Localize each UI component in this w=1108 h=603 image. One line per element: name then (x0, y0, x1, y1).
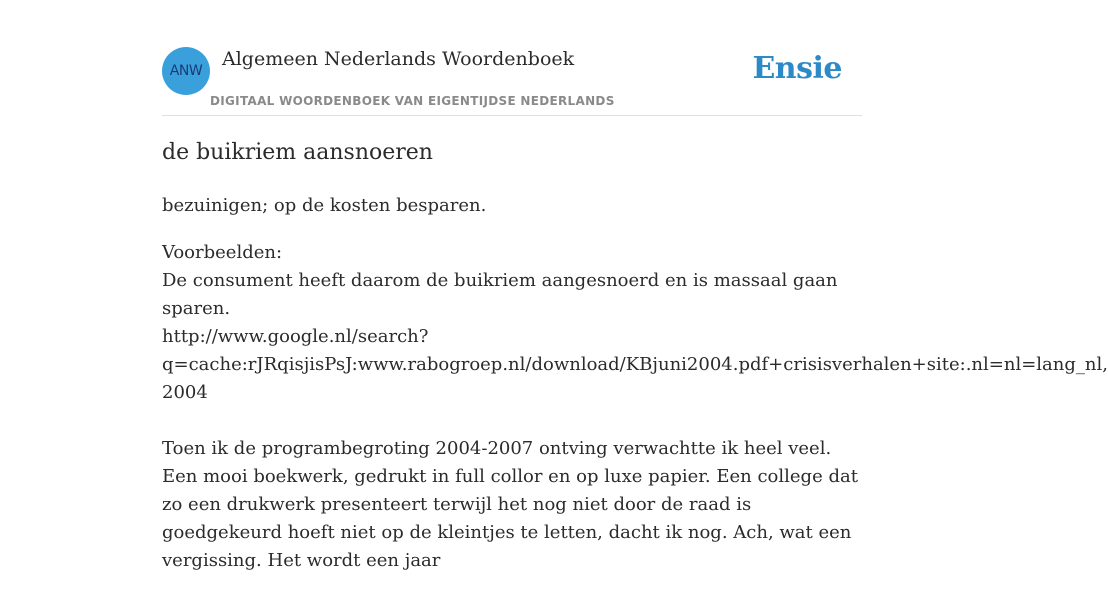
example-source-line: q=cache:rJRqisjisPsJ:www.rabogroep.nl/download/KBjuni2004.pdf+crisisverhalen+site:.nl=nl=lang_nl, (162, 354, 1108, 375)
anw-logo[interactable] (162, 47, 210, 95)
entry-content (162, 192, 1108, 603)
entry-term: de buikriem aansnoeren (162, 140, 433, 165)
examples-label: Voorbeelden: (162, 242, 283, 263)
entry-definition: bezuinigen; op de kosten besparen. (162, 195, 487, 216)
site-subtitle: DIGITAAL WOORDENBOEK VAN EIGENTIJDSE NEDERLANDS (210, 94, 615, 108)
anw-logo-text: ANW (169, 63, 203, 79)
example-text: De consument heeft daarom de buikriem aangesnoerd en is massaal gaan sparen. (162, 270, 838, 319)
example-source-line: http://www.google.nl/search? (162, 326, 429, 347)
site-title[interactable]: Algemeen Nederlands Woordenboek (222, 48, 575, 70)
ensie-brand-logo[interactable]: Ensie (752, 51, 842, 86)
example-item (162, 267, 1108, 407)
example-text: Toen ik de programbegroting 2004-2007 ontving verwachtte ik heel veel. Een mooi boekwerk, gedrukt in full collor en op luxe papier. Een college dat zo een drukwerk presenteert terwijl het nog niet door de raad is goedgekeurd hoeft niet op de kleintjes te letten, dacht ik nog. Ach, wat een vergissing. Het wordt een jaar (162, 438, 858, 571)
site-header (162, 47, 862, 116)
examples-section (162, 239, 1108, 575)
example-source-line: 2004 (162, 382, 208, 403)
example-item (162, 435, 862, 575)
